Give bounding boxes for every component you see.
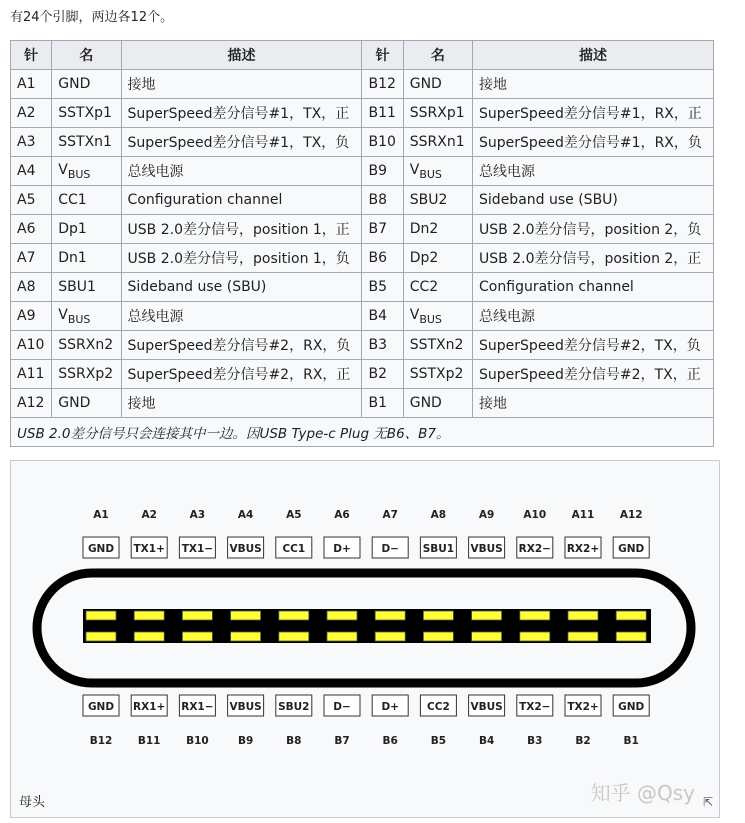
bottom-pin-label: VBUS xyxy=(229,701,262,713)
cell-desc-a: 总线电源 xyxy=(121,302,362,331)
cell-pin-b: B9 xyxy=(362,157,403,186)
table-note-row xyxy=(11,418,714,447)
cell-desc-a: USB 2.0差分信号，position 1，负 xyxy=(121,244,362,273)
cell-name-b: CC2 xyxy=(403,273,472,302)
pin-bottom-row xyxy=(423,632,453,641)
cell-name-b: SSRXn1 xyxy=(403,128,472,157)
cell-name-b: SBU2 xyxy=(403,186,472,215)
table-header-row xyxy=(11,41,714,70)
cell-pin-b: B8 xyxy=(362,186,403,215)
header-description: 描述 xyxy=(121,41,362,70)
top-pin-id: A12 xyxy=(619,509,643,521)
cell-pin-b: B2 xyxy=(362,360,403,389)
cell-name-a: SSTXn1 xyxy=(52,128,121,157)
top-pin-label: CC1 xyxy=(282,543,306,555)
cell-desc-b: SuperSpeed差分信号#2，TX，正 xyxy=(473,360,714,389)
bottom-pin-id: B11 xyxy=(137,735,161,747)
pin-top-row xyxy=(423,611,453,620)
top-pin-id: A1 xyxy=(93,509,109,521)
cell-pin-a: A3 xyxy=(11,128,52,157)
bottom-pin-label: RX1− xyxy=(181,701,214,713)
bottom-pin-label: GND xyxy=(87,701,115,713)
cell-name-a: SSRXp2 xyxy=(52,360,121,389)
bottom-pin-id: B7 xyxy=(334,735,350,747)
cell-pin-a: A9 xyxy=(11,302,52,331)
cell-pin-a: A6 xyxy=(11,215,52,244)
bottom-pin-label: TX2− xyxy=(519,701,551,713)
cell-name-a: SSRXn2 xyxy=(52,331,121,360)
table-row xyxy=(11,99,714,128)
cell-desc-a: SuperSpeed差分信号#1，TX，负 xyxy=(121,128,362,157)
bottom-pin-label: SBU2 xyxy=(278,701,310,713)
header-name: 名 xyxy=(403,41,472,70)
top-pin-label: VBUS xyxy=(229,543,262,555)
pin-bottom-row xyxy=(327,632,357,641)
top-pin-id: A9 xyxy=(478,509,495,521)
bottom-pin-label: VBUS xyxy=(470,701,503,713)
pin-top-row xyxy=(520,611,550,620)
cell-name-a: $V_{BUS}$ xyxy=(52,302,121,331)
bottom-pin-label: D− xyxy=(333,701,351,713)
table-row xyxy=(11,302,714,331)
bottom-pin-label: GND xyxy=(618,701,645,713)
cell-name-a: CC1 xyxy=(52,186,121,215)
cell-name-b: $V_{BUS}$ xyxy=(403,157,472,186)
pin-top-row xyxy=(327,611,357,620)
cell-desc-a: SuperSpeed差分信号#2，RX，负 xyxy=(121,331,362,360)
cell-name-a: SBU1 xyxy=(52,273,121,302)
pin-bottom-row xyxy=(231,632,261,641)
cell-name-b: SSTXp2 xyxy=(403,360,472,389)
cell-pin-a: A7 xyxy=(11,244,52,273)
bottom-pin-id: B1 xyxy=(623,735,639,747)
top-pin-label: RX2+ xyxy=(566,543,600,555)
table-row xyxy=(11,70,714,99)
table-row xyxy=(11,389,714,418)
cell-desc-b: Configuration channel xyxy=(473,273,714,302)
cell-name-b: SSRXp1 xyxy=(403,99,472,128)
cell-desc-a: 接地 xyxy=(121,389,362,418)
bottom-pin-label: D+ xyxy=(381,701,399,713)
pin-bottom-row xyxy=(86,632,116,641)
top-pin-id: A7 xyxy=(382,509,398,521)
bottom-pin-label: CC2 xyxy=(427,701,450,713)
pin-top-row xyxy=(182,611,212,620)
cell-pin-a: A5 xyxy=(11,186,52,215)
pin-top-row xyxy=(134,611,164,620)
top-pin-label: GND xyxy=(87,543,115,555)
figure-caption: 母头 xyxy=(19,795,46,810)
pin-bottom-row xyxy=(472,632,502,641)
cell-desc-a: 总线电源 xyxy=(121,157,362,186)
bottom-pin-id: B3 xyxy=(527,735,543,747)
cell-desc-a: Sideband use (SBU) xyxy=(121,273,362,302)
cell-desc-a: Configuration channel xyxy=(121,186,362,215)
header-description: 描述 xyxy=(473,41,714,70)
cell-desc-a: 接地 xyxy=(121,70,362,99)
cell-pin-a: A8 xyxy=(11,273,52,302)
watermark: 知乎 @Qsy xyxy=(590,781,695,805)
cell-name-b: $V_{BUS}$ xyxy=(403,302,472,331)
cell-desc-b: 接地 xyxy=(473,389,714,418)
top-pin-id: A5 xyxy=(286,509,302,521)
cell-pin-a: A1 xyxy=(11,70,52,99)
table-row xyxy=(11,186,714,215)
bottom-pin-id: B10 xyxy=(186,735,209,747)
cell-pin-a: A4 xyxy=(11,157,52,186)
cell-pin-a: A11 xyxy=(11,360,52,389)
header-pin: 针 xyxy=(11,41,52,70)
top-pin-id: A10 xyxy=(523,509,547,521)
cell-desc-b: SuperSpeed差分信号#2，TX，负 xyxy=(473,331,714,360)
cell-name-a: GND xyxy=(52,389,121,418)
cell-pin-b: B11 xyxy=(362,99,403,128)
intro-text: 有24个引脚，两边各12个。 xyxy=(10,10,174,25)
bottom-pin-id: B8 xyxy=(286,735,302,747)
top-pin-label: TX1+ xyxy=(133,543,165,555)
cell-desc-b: SuperSpeed差分信号#1，RX，正 xyxy=(473,99,714,128)
pinout-table xyxy=(10,40,714,447)
cell-name-a: GND xyxy=(52,70,121,99)
cell-name-b: Dp2 xyxy=(403,244,472,273)
cell-desc-b: 总线电源 xyxy=(473,157,714,186)
pin-top-row xyxy=(231,611,261,620)
header-name: 名 xyxy=(52,41,121,70)
cell-desc-b: Sideband use (SBU) xyxy=(473,186,714,215)
pin-bottom-row xyxy=(182,632,212,641)
cell-desc-b: USB 2.0差分信号，position 2，正 xyxy=(473,244,714,273)
table-row xyxy=(11,273,714,302)
cell-desc-a: USB 2.0差分信号，position 1，正 xyxy=(121,215,362,244)
cell-pin-b: B3 xyxy=(362,331,403,360)
top-pin-id: A11 xyxy=(571,509,595,521)
table-row xyxy=(11,331,714,360)
cell-name-a: Dn1 xyxy=(52,244,121,273)
pin-top-row xyxy=(375,611,405,620)
cell-name-a: SSTXp1 xyxy=(52,99,121,128)
pin-top-row xyxy=(472,611,502,620)
top-pin-label: RX2− xyxy=(518,543,551,555)
cell-pin-a: A12 xyxy=(11,389,52,418)
pin-top-row xyxy=(86,611,116,620)
table-row xyxy=(11,128,714,157)
top-pin-id: A3 xyxy=(189,509,206,521)
table-row xyxy=(11,360,714,389)
cell-name-a: Dp1 xyxy=(52,215,121,244)
pin-top-row xyxy=(616,611,646,620)
pinout-diagram xyxy=(11,461,719,791)
cell-pin-b: B6 xyxy=(362,244,403,273)
cell-desc-b: USB 2.0差分信号，position 2，负 xyxy=(473,215,714,244)
cell-pin-b: B1 xyxy=(362,389,403,418)
bottom-pin-id: B9 xyxy=(237,735,254,747)
pin-bottom-row xyxy=(279,632,309,641)
bottom-pin-label: TX2+ xyxy=(567,701,599,713)
pin-bottom-row xyxy=(616,632,646,641)
cell-pin-a: A10 xyxy=(11,331,52,360)
pin-bottom-row xyxy=(568,632,598,641)
top-pin-label: D+ xyxy=(333,543,351,555)
cell-desc-a: SuperSpeed差分信号#1，TX，正 xyxy=(121,99,362,128)
top-pin-label: GND xyxy=(618,543,645,555)
pin-top-row xyxy=(279,611,309,620)
table-row xyxy=(11,215,714,244)
bottom-pin-label: RX1+ xyxy=(133,701,166,713)
enlarge-icon[interactable]: ⇱ xyxy=(702,795,713,809)
table-row xyxy=(11,157,714,186)
pin-bottom-row xyxy=(134,632,164,641)
cell-desc-a: SuperSpeed差分信号#2，RX，正 xyxy=(121,360,362,389)
top-pin-label: TX1− xyxy=(181,543,214,555)
bottom-pin-id: B4 xyxy=(478,735,495,747)
cell-name-b: SSTXn2 xyxy=(403,331,472,360)
cell-name-a: $V_{BUS}$ xyxy=(52,157,121,186)
bottom-pin-id: B12 xyxy=(89,735,113,747)
cell-desc-b: 总线电源 xyxy=(473,302,714,331)
top-pin-id: A2 xyxy=(141,509,157,521)
cell-pin-a: A2 xyxy=(11,99,52,128)
top-pin-id: A6 xyxy=(334,509,350,521)
pin-bottom-row xyxy=(375,632,405,641)
connector-tongue xyxy=(83,609,651,643)
cell-pin-b: B5 xyxy=(362,273,403,302)
cell-pin-b: B12 xyxy=(362,70,403,99)
cell-pin-b: B10 xyxy=(362,128,403,157)
top-pin-label: D− xyxy=(381,543,399,555)
table-note: USB 2.0差分信号只会连接其中一边。因USB Type-c Plug 无B6、B7。 xyxy=(11,418,714,447)
top-pin-label: VBUS xyxy=(470,543,503,555)
cell-desc-b: 接地 xyxy=(473,70,714,99)
bottom-pin-id: B2 xyxy=(575,735,591,747)
cell-name-b: GND xyxy=(403,70,472,99)
bottom-pin-id: B6 xyxy=(382,735,398,747)
usb-c-receptacle-figure xyxy=(10,460,720,818)
pin-top-row xyxy=(568,611,598,620)
top-pin-label: SBU1 xyxy=(422,543,455,555)
cell-name-b: GND xyxy=(403,389,472,418)
cell-desc-b: SuperSpeed差分信号#1，RX，负 xyxy=(473,128,714,157)
top-pin-id: A4 xyxy=(237,509,254,521)
cell-pin-b: B4 xyxy=(362,302,403,331)
cell-name-b: Dn2 xyxy=(403,215,472,244)
top-pin-id: A8 xyxy=(430,509,447,521)
table-row xyxy=(11,244,714,273)
header-pin: 针 xyxy=(362,41,403,70)
cell-pin-b: B7 xyxy=(362,215,403,244)
bottom-pin-id: B5 xyxy=(430,735,447,747)
pin-bottom-row xyxy=(520,632,550,641)
